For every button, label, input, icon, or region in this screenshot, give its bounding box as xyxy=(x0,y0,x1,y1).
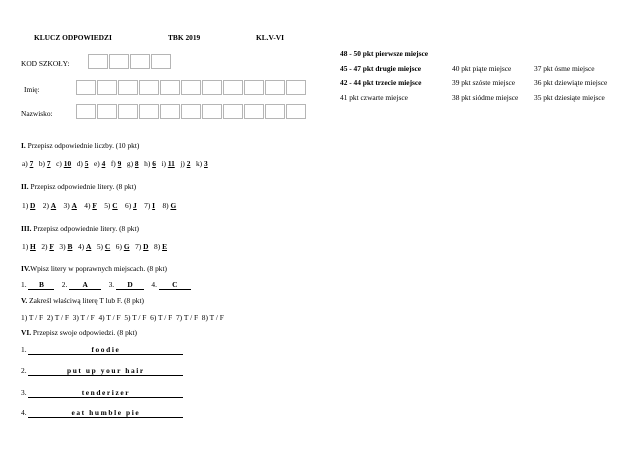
item-label: 2) xyxy=(41,242,48,251)
item-label: 4) xyxy=(77,242,85,251)
item-label: 2. xyxy=(61,280,68,289)
section-1-heading xyxy=(21,141,139,150)
answer: F xyxy=(92,201,97,210)
last-name-box[interactable] xyxy=(118,104,138,119)
last-name-box[interactable] xyxy=(223,104,243,119)
true-false-item[interactable]: 8) T / F xyxy=(201,313,224,322)
first-name-box[interactable] xyxy=(202,80,222,95)
item-label: 5) xyxy=(96,242,104,251)
answer: 8 xyxy=(134,159,139,168)
item-label: c) xyxy=(56,159,62,168)
section-3-heading xyxy=(21,224,139,233)
answer: 10 xyxy=(63,159,72,168)
answer: 9 xyxy=(117,159,122,168)
answer: 5 xyxy=(84,159,89,168)
item-label: d) xyxy=(76,159,83,168)
first-name-box[interactable] xyxy=(160,80,180,95)
last-name-box[interactable] xyxy=(286,104,306,119)
true-false-item[interactable]: 2) T / F xyxy=(46,313,69,322)
item-label: 2. xyxy=(21,366,27,375)
answer: J xyxy=(133,201,137,210)
score-row: 37 pkt ósme miejsce xyxy=(534,63,595,73)
score-row: 35 pkt dziesiąte miejsce xyxy=(534,92,605,102)
score-row: 42 - 44 pkt trzecie miejsce xyxy=(340,78,422,87)
section-number: VI. xyxy=(21,328,32,337)
item-label: 5) xyxy=(104,201,111,210)
school-code-boxes[interactable] xyxy=(88,54,172,69)
section-title: Przepisz swoje odpowiedzi. (8 pkt) xyxy=(32,328,137,337)
section-6-item-3 xyxy=(21,388,183,398)
item-label: 1) xyxy=(22,242,29,251)
item-label: 6) xyxy=(125,201,132,210)
last-name-box[interactable] xyxy=(97,104,117,119)
true-false-item[interactable]: 3) T / F xyxy=(72,313,95,322)
answer-line: eat humble pie xyxy=(28,408,183,418)
answer-blank: C xyxy=(159,280,191,290)
first-name-box[interactable] xyxy=(76,80,96,95)
section-3-answers xyxy=(22,242,167,251)
answer: G xyxy=(123,242,130,251)
item-label: 1. xyxy=(21,280,27,289)
section-2-heading xyxy=(21,182,136,191)
score-row: 38 pkt siódme miejsce xyxy=(452,92,519,102)
first-name-boxes[interactable] xyxy=(76,80,307,95)
first-name-box[interactable] xyxy=(265,80,285,95)
answer: A xyxy=(71,201,77,210)
section-title: Przepisz odpowiednie liczby. (10 pkt) xyxy=(27,141,140,150)
item-label: 4. xyxy=(151,280,157,289)
answer: I xyxy=(152,201,156,210)
item-label: 1) xyxy=(22,201,29,210)
first-name-box[interactable] xyxy=(244,80,264,95)
section-1-answers xyxy=(22,159,208,168)
item-label: 3. xyxy=(108,280,115,289)
answer-blank: B xyxy=(28,280,54,290)
item-label: 8) xyxy=(162,201,169,210)
section-number: III. xyxy=(21,224,32,233)
last-name-label: Nazwisko: xyxy=(21,109,53,118)
last-name-box[interactable] xyxy=(160,104,180,119)
section-5-answers xyxy=(21,313,224,322)
school-code-box[interactable] xyxy=(130,54,150,69)
section-number: II. xyxy=(21,182,29,191)
section-6-item-4 xyxy=(21,408,183,418)
answer: 7 xyxy=(46,159,51,168)
answer: D xyxy=(143,242,149,251)
scoring-column-2 xyxy=(452,62,518,106)
answer: A xyxy=(85,242,92,251)
answer-blank: D xyxy=(116,280,144,290)
school-code-box[interactable] xyxy=(88,54,108,69)
section-4-heading xyxy=(21,264,167,273)
section-number: I. xyxy=(21,141,26,150)
scoring-column-3 xyxy=(534,62,607,106)
answer: 7 xyxy=(29,159,34,168)
class-level: KL.V-VI xyxy=(256,33,284,42)
true-false-item[interactable]: 7) T / F xyxy=(175,313,199,322)
last-name-box[interactable] xyxy=(244,104,264,119)
true-false-item[interactable]: 5) T / F xyxy=(124,313,147,322)
last-name-box[interactable] xyxy=(202,104,222,119)
answer: A xyxy=(50,201,57,210)
scoring-column-1 xyxy=(340,47,428,105)
section-6-heading xyxy=(21,328,137,337)
first-name-box[interactable] xyxy=(118,80,138,95)
score-row: 40 pkt piąte miejsce xyxy=(452,63,512,73)
answer: C xyxy=(112,201,118,210)
section-2-answers xyxy=(22,201,176,210)
section-4-answers xyxy=(21,280,191,290)
last-name-box[interactable] xyxy=(76,104,96,119)
section-title: Zakreśl właściwą literę T lub F. (8 pkt) xyxy=(29,296,144,305)
item-label: 1. xyxy=(21,345,27,354)
section-title: Przepisz odpowiednie litery. (8 pkt) xyxy=(33,224,139,233)
last-name-box[interactable] xyxy=(265,104,285,119)
item-label: k) xyxy=(195,159,203,168)
item-label: 6) xyxy=(115,242,122,251)
answer: E xyxy=(162,242,167,251)
answer-line: put up your hair xyxy=(28,366,183,376)
section-title: Wpisz litery w poprawnych miejscach. (8 pkt) xyxy=(30,264,167,273)
test-name: TBK 2019 xyxy=(168,33,201,42)
item-label: 7) xyxy=(135,242,142,251)
true-false-item[interactable]: 4) T / F xyxy=(98,313,121,322)
item-label: 3) xyxy=(63,201,70,210)
answer: D xyxy=(30,201,36,210)
section-title: Przepisz odpowiednie litery. (8 pkt) xyxy=(30,182,137,191)
item-label: i) xyxy=(161,159,166,168)
score-row: 41 pkt czwarte miejsce xyxy=(340,92,408,102)
section-number: V. xyxy=(21,296,28,305)
item-label: j) xyxy=(180,159,185,168)
item-label: 4. xyxy=(21,408,27,417)
item-label: 8) xyxy=(154,242,161,251)
section-number: IV. xyxy=(21,264,31,273)
school-code-label: KOD SZKOŁY: xyxy=(21,59,70,68)
score-row: 39 pkt szóste miejsce xyxy=(452,78,516,87)
first-name-box[interactable] xyxy=(223,80,243,95)
score-row: 48 - 50 pkt pierwsze miejsce xyxy=(340,49,429,58)
section-5-heading xyxy=(21,296,144,305)
answer: 6 xyxy=(152,159,156,168)
answer: H xyxy=(30,242,36,251)
first-name-box[interactable] xyxy=(97,80,117,95)
item-label: b) xyxy=(38,159,46,168)
last-name-boxes[interactable] xyxy=(76,104,307,119)
first-name-box[interactable] xyxy=(286,80,306,95)
item-label: a) xyxy=(22,159,28,168)
score-row: 45 - 47 pkt drugie miejsce xyxy=(340,63,422,73)
item-label: e) xyxy=(93,159,100,168)
item-label: h) xyxy=(144,159,151,168)
first-name-box[interactable] xyxy=(139,80,159,95)
item-label: 7) xyxy=(144,201,151,210)
document-title: KLUCZ ODPOWIEDZI xyxy=(34,33,112,42)
answer: 3 xyxy=(204,159,208,168)
school-code-box[interactable] xyxy=(109,54,129,69)
answer-line: tenderizer xyxy=(28,388,183,398)
answer: C xyxy=(104,242,111,251)
answer: B xyxy=(67,242,73,251)
answer: 4 xyxy=(101,159,106,168)
item-label: g) xyxy=(126,159,134,168)
answer: G xyxy=(170,201,177,210)
first-name-label: Imię: xyxy=(24,85,40,94)
last-name-box[interactable] xyxy=(139,104,159,119)
item-label: 3. xyxy=(21,388,27,397)
item-label: 4) xyxy=(84,201,91,210)
answer: 2 xyxy=(186,159,191,168)
section-6-item-1 xyxy=(21,345,183,355)
true-false-item[interactable]: 1) T / F xyxy=(21,313,44,322)
item-label: f) xyxy=(110,159,116,168)
section-6-item-2 xyxy=(21,366,183,376)
true-false-item[interactable]: 6) T / F xyxy=(150,313,173,322)
answer-blank: A xyxy=(69,280,101,290)
school-code-box[interactable] xyxy=(151,54,171,69)
first-name-box[interactable] xyxy=(181,80,201,95)
score-row: 36 pkt dziewiąte miejsce xyxy=(534,78,608,87)
answer: 11 xyxy=(167,159,175,168)
answer: F xyxy=(49,242,54,251)
item-label: 2) xyxy=(42,201,49,210)
last-name-box[interactable] xyxy=(181,104,201,119)
answer-line: foodie xyxy=(28,345,183,355)
item-label: 3) xyxy=(59,242,66,251)
